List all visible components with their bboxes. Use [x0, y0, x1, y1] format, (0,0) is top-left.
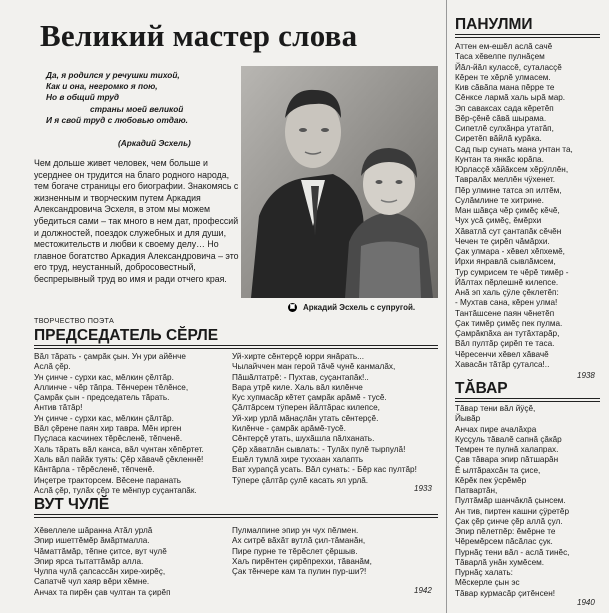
poem-line: Пире пурне те тĕрĕслет çĕршыв.: [232, 546, 358, 556]
poem-line: Аллинче - чĕр тăпра. Тĕнчерен тĕлĕнсе,: [34, 382, 189, 392]
poem-line: Тÿпере çăлтăр çулĕ касать ял урлă.: [232, 475, 369, 485]
poem-column: [34, 352, 230, 496]
poem-year: 1933: [414, 484, 432, 493]
poem-line: Çак çĕр çинче çĕр аллă çул.: [455, 516, 563, 526]
poem-column: [455, 42, 605, 370]
poem-line: Тантăшсене паян чĕнетĕп: [455, 308, 555, 318]
poem-line: Пĕр улмине татса эп илтĕм,: [455, 185, 562, 195]
poem-line: Эпир ишеттĕмĕр ăмăртмалла.: [34, 536, 150, 546]
poem-line: Эпир ярса тытаттăмăр алла.: [34, 556, 144, 566]
poem-line: Çамрăкпăха ан тутăхтарăр,: [455, 329, 560, 338]
poem-line: Кăнтăрла - тĕрĕсленĕ, тĕпченĕ.: [34, 465, 155, 475]
poem-line: Ват хурапçă усать. Вăл сунать: - Бĕр кас пултăр!: [232, 465, 417, 475]
poem-line: Йăлтах пĕрлешнĕ килепсе.: [455, 277, 559, 287]
poem-year: 1938: [577, 371, 595, 380]
poem-line: Чух усă çимĕç, ĕмĕрхи: [455, 216, 542, 226]
epigraph-line: страны моей великой: [90, 103, 184, 114]
poem-line: Пуçласа касчинех тĕрĕсленĕ, тĕпченĕ.: [34, 434, 183, 444]
poem-line: Аттен ем-ешĕл аслă сачĕ: [455, 42, 553, 51]
epigraph: [46, 70, 256, 149]
poem-line: Сулăмлине те хитрине.: [455, 195, 544, 205]
poem-year: 1942: [414, 586, 432, 595]
poem-title: ТĂВАР: [455, 380, 508, 397]
portrait-photo: [241, 66, 438, 298]
poem-line: Антив тăтăр!: [34, 403, 83, 413]
poem-column: [455, 404, 605, 599]
poem-line: Анчах та пирĕн çав чултан та çирĕп: [34, 587, 171, 597]
poem-line: Чăматтăмăр, тĕпне çитсе, вут чулĕ: [34, 546, 167, 556]
double-rule: [34, 514, 438, 518]
poem-line: Çак улмара - хĕвел хĕпхемĕ,: [455, 247, 565, 256]
poem-line: Ун çинче - сурхи кас, мĕлкин çăлтăр.: [34, 413, 174, 423]
poem-line: Ман шăвçа чĕр çимĕç кĕчĕ,: [455, 206, 560, 215]
section-label: ТВОРЧЕСТВО ПОЭТА: [34, 316, 115, 325]
epigraph-line: И я свой труд с любовью отдаю.: [46, 114, 188, 125]
photo-caption: [288, 303, 415, 312]
poem-line: Эпир пĕлетпĕр: ĕмĕрне те: [455, 527, 556, 536]
poem-title: ПРЕДСЕДАТЕЛЬ СĔРЛЕ: [34, 327, 219, 344]
poem-line: Уй-хир урлă мăнаçлăн утать сĕнтерçĕ.: [232, 413, 379, 423]
poem-line: Эп саваксах сада кĕретĕп: [455, 103, 554, 113]
poem-line: Сад пыр сунать мана унтан та,: [455, 144, 573, 154]
poem-line: Тавралăх меллĕн чÿхенет.: [455, 175, 555, 185]
poem-line: Çăлтăрсем тÿперен йăлтăрас килепсе,: [232, 403, 380, 413]
poem-line: Уй-хирте сĕнтерçĕ юрри янăрать...: [232, 352, 364, 361]
poem-line: Таса хĕвелпе пулнăçем: [455, 52, 545, 62]
epigraph-line: Но в общий труд: [46, 92, 120, 103]
poem-line: Кĕрĕк пек ÿсрĕмĕр: [455, 475, 527, 485]
poem-line: Ан тив, пиртен кашни çÿретĕр: [455, 506, 570, 516]
poem-line: Кĕрен те хĕрлĕ улмасем.: [455, 72, 551, 82]
poem-line: Вĕр-çĕнĕ сăвă шырама.: [455, 113, 547, 123]
poem-line: Тăвар курмасăр çитĕнсен!: [455, 588, 556, 598]
double-rule: [455, 398, 600, 402]
poem-line: Сĕнксе лармă халь ырă мар.: [455, 93, 566, 103]
poem-line: Патвартăн,: [455, 486, 498, 495]
poem-line: Çак тимĕр çимĕç пек пулма.: [455, 318, 563, 328]
poem-line: Килĕнче - çамрăк арăмĕ-тусĕ.: [232, 424, 346, 434]
poem-title: ПАНУЛМИ: [455, 16, 533, 33]
poem-line: Чĕресенчи хĕвел хăвачĕ: [455, 349, 549, 359]
poem-line: Юрласçĕ хăйăксем хĕрÿллĕн,: [455, 165, 569, 174]
poem-line: Хаљ пирĕнтен çирĕпреххи, тăванăм,: [232, 556, 372, 566]
poem-column: [232, 352, 438, 486]
poem-line: Хавасăн тăтăр çуталса!..: [455, 359, 550, 369]
poem-line: Инçетре тракторсем. Вĕсене паранать: [34, 475, 182, 485]
poem-line: Кус хупмасăр кĕтет çамрăк арăмĕ - тусĕ.: [232, 393, 387, 403]
poem-line: Йывăр: [455, 414, 481, 424]
photo-caption-text: Аркадий Эсхель с супругой.: [303, 303, 416, 312]
poem-line: Пулмалпине эпир ун чух пĕлмен.: [232, 526, 359, 535]
poem-line: Çак тĕнчере кам та пулин пур-ши?!: [232, 567, 367, 577]
poem-line: Темрен те пулнă халапрах.: [455, 445, 559, 454]
poem-column: [34, 526, 230, 598]
poem-line: Вăл пултăр çирĕп те таса.: [455, 339, 555, 349]
poem-line: Хăватлă сут çантапăк сĕчĕн: [455, 226, 562, 236]
poem-line: Пурнăç тени вăл - аслă тинĕс,: [455, 547, 570, 557]
poem-line: Кунтан та янкăс юрăпа.: [455, 154, 544, 164]
poem-line: Сиретĕп вăйлă курăка.: [455, 134, 542, 144]
poem-line: Сапатчĕ чул хаяр вĕри хĕмне.: [34, 577, 150, 587]
poem-column: [232, 526, 438, 577]
poem-line: Ирхи янравлă сывлăмсем,: [455, 257, 556, 267]
poem-line: Чĕремĕрсем пăсăлас çук.: [455, 537, 553, 547]
poem-line: Пултăмăр шанчăклă çынсем.: [455, 496, 566, 506]
poem-line: Вăл тăрать - çамрăк çын. Ун ури айĕнче: [34, 352, 186, 361]
poem-line: Тăварлă унăн хумĕсем.: [455, 557, 545, 567]
poem-line: Чулпа чулă çапсассăн хире-хирĕç,: [34, 567, 166, 577]
article-intro-text: Чем дольше живет человек, чем больше и усерднее он трудится на благо родного народа, тем богаче страницы его биографии. Знакомясь с жизненным и творческим путем Аркадия Александровича Эсхеля, в этом мы можем убедиться сами – так много в нем дат, профессий и должностей, поездок служебных и для души, местожительств и любви к своему делу… Но главное богатство Аркадия Александровича – это его труд, неустанный, добросовестный, беспрерывный труд во имя и ради отчего края.: [34, 158, 239, 284]
poem-line: Ах ситрĕ вăхăт вутлă çил-тăманăн,: [232, 536, 366, 546]
poem-line: Çĕр хăватлăн сывлать: - Тулăх пулĕ тырпулă!: [232, 444, 406, 454]
epigraph-line: Как и она, негромко я пою,: [46, 81, 158, 92]
poem-line: Кив сăвăпа мана пĕрре те: [455, 83, 555, 92]
poem-line: Ĕ ылтăрахсăн та çисе,: [455, 465, 541, 475]
double-rule: [34, 345, 438, 349]
poem-line: Тăвар тени вăл йÿçĕ,: [455, 404, 536, 413]
poem-line: Халь вăл пайăк туять: Çĕр хăвачĕ çĕкленнĕ!: [34, 454, 204, 464]
poem-title: ВУТ ЧУЛĔ: [34, 496, 110, 513]
poem-line: Чылайччен ман герой тăчĕ чунĕ канмалăх,: [232, 362, 396, 372]
right-column: [446, 0, 609, 613]
poem-line: Халь тăрать вăл канса, вăл чунтан хĕпĕртет.: [34, 444, 204, 454]
poem-year: 1940: [577, 598, 595, 607]
poem-line: Кусçуль тăвалĕ сапнă çăкăр: [455, 434, 562, 444]
poem-line: Пăшăлтатрĕ: - Пухтав, суçантапăк!..: [232, 372, 369, 382]
poem-line: Сипетлĕ сулхăнра утатăп,: [455, 124, 554, 133]
poem-line: Тур сумрисем те чĕрĕ тимĕр -: [455, 267, 569, 277]
poem-line: Вăл çĕрене паян хир тавра. Мĕн ирген: [34, 424, 182, 434]
poem-line: Чечен те çирĕп чăмăрхи.: [455, 236, 550, 246]
poem-line: Аслă çĕр, тулăх çĕр те мĕнпур суçантапăк.: [34, 485, 197, 495]
poem-line: Ешĕл тумлă хире туххаан халапть: [232, 454, 364, 464]
poem-line: Йăл-йăл кулассĕ, суталасçĕ: [455, 62, 562, 72]
article-title: Великий мастер слова: [40, 18, 358, 53]
poem-line: Аслă çĕр.: [34, 362, 71, 372]
poem-line: - Мухтав сана, кĕрен улма!: [455, 298, 558, 308]
poem-line: Пурнăç халать:: [455, 568, 513, 577]
epigraph-author: (Аркадий Эсхель): [118, 138, 191, 149]
poem-line: Хĕвеллеле шăранна Атăл урлă: [34, 526, 153, 535]
epigraph-line: Да, я родился у речушки тихой,: [46, 70, 180, 80]
poem-line: Çав тăвара эпир пăтшарăн: [455, 455, 559, 465]
poem-line: Çамрăк çын - председатель тăрать.: [34, 393, 170, 403]
poem-line: Анă эп халь çÿле çĕклетĕп:: [455, 288, 559, 297]
poem-line: Ун çинче - сурхи кас, мĕлкин çĕлтăр.: [34, 372, 174, 382]
couple-photo-illustration: [241, 66, 438, 298]
double-rule: [455, 34, 600, 38]
poem-line: Сĕнтерçĕ утать, шухăшла пăлханать.: [232, 434, 375, 444]
poem-line: Вара утрĕ киле. Халь вăл килĕнче: [232, 382, 363, 392]
poem-line: Анчах пире ачалăхра: [455, 424, 537, 434]
poem-line: Мĕскерле çын эс: [455, 578, 520, 588]
camera-icon: ▣: [289, 304, 296, 310]
